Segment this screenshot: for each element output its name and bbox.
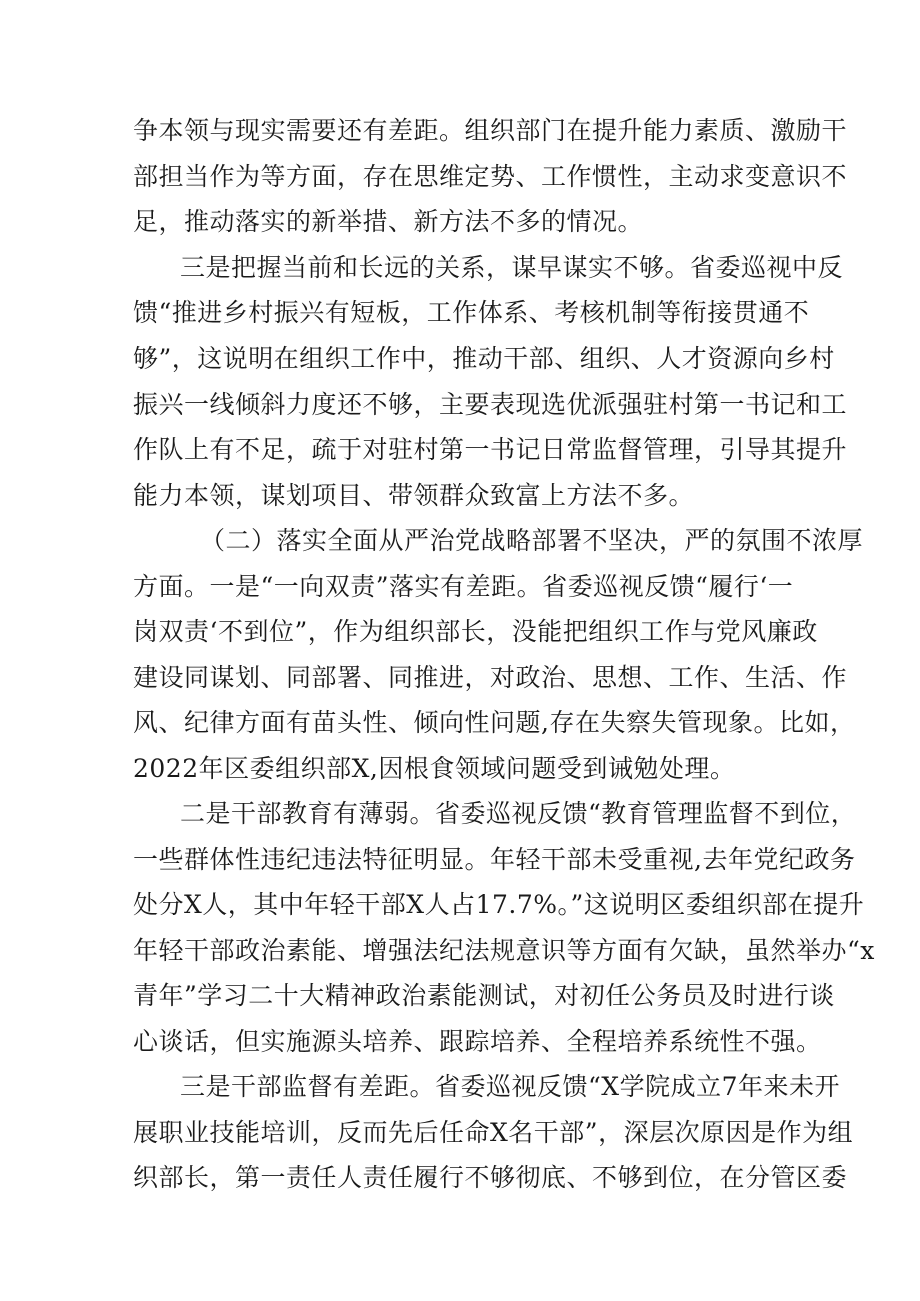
- text-line: 建设同谋划、同部署、同推进，对政治、思想、工作、生活、作: [133, 663, 848, 692]
- text-line: 年轻干部政治素能、增强法纪法规意识等方面有欠缺，虽然举办“x: [133, 936, 875, 965]
- text-line: 够”，这说明在组织工作中，推动干部、组织、人才资源向乡村: [133, 344, 835, 373]
- text-line: 青年”学习二十大精神政治素能测试，对初任公务员及时进行谈: [133, 981, 835, 1010]
- text-line: 争本领与现实需要还有差距。组织部门在提升能力素质、激励干: [133, 116, 848, 145]
- section-heading-line: （二）落实全面从严治党战略部署不坚决，严的氛围不浓厚: [200, 526, 864, 555]
- text-line: 三是把握当前和长远的关系，谋早谋实不够。省委巡视中反: [180, 253, 844, 282]
- text-line: 足，推动落实的新举措、新方法不多的情况。: [133, 207, 644, 236]
- text-line: 织部长，第一责任人责任履行不够彻底、不够到位，在分管区委: [133, 1163, 848, 1192]
- text-line: 一些群体性违纪违法特征明显。年轻干部未受重视,去年党纪政务: [133, 845, 856, 874]
- text-line: 2022年区委组织部X,因根食领域问题受到诫勉处理。: [133, 754, 736, 783]
- text-line: 岗双责‘不到位”，作为组织部长，没能把组织工作与党风廉政: [133, 617, 818, 646]
- text-line: 三是干部监督有差距。省委巡视反馈“X学院成立7年来未开: [180, 1072, 840, 1101]
- text-line: 处分X人，其中年轻干部X人占17.7%。”这说明区委组织部在提升: [133, 890, 865, 919]
- text-line: 作队上有不足，疏于对驻村第一书记日常监督管理，引导其提升: [133, 435, 848, 464]
- text-line: 部担当作为等方面，存在思维定势、工作惯性，主动求变意识不: [133, 162, 848, 191]
- text-line: 能力本领，谋划项目、带领群众致富上方法不多。: [133, 481, 695, 510]
- text-line: 心谈话，但实施源头培养、跟踪培养、全程培养系统性不强。: [133, 1027, 822, 1056]
- text-line: 展职业技能培训，反而先后任命X名干部”，深层次原因是作为组: [133, 1118, 854, 1147]
- text-line: 振兴一线倾斜力度还不够，主要表现选优派强驻村第一书记和工: [133, 390, 848, 419]
- text-line: 馈“推进乡村振兴有短板，工作体系、考核机制等衔接贯通不: [133, 298, 810, 327]
- text-line: 方面。一是“一向双责”落实有差距。省委巡视反馈“履行‘一: [133, 572, 794, 601]
- text-line: 风、纪律方面有苗头性、倾向性问题,存在失察失管现象。比如，: [133, 708, 856, 737]
- text-line: 二是干部教育有薄弱。省委巡视反馈“教育管理监督不到位，: [180, 799, 857, 828]
